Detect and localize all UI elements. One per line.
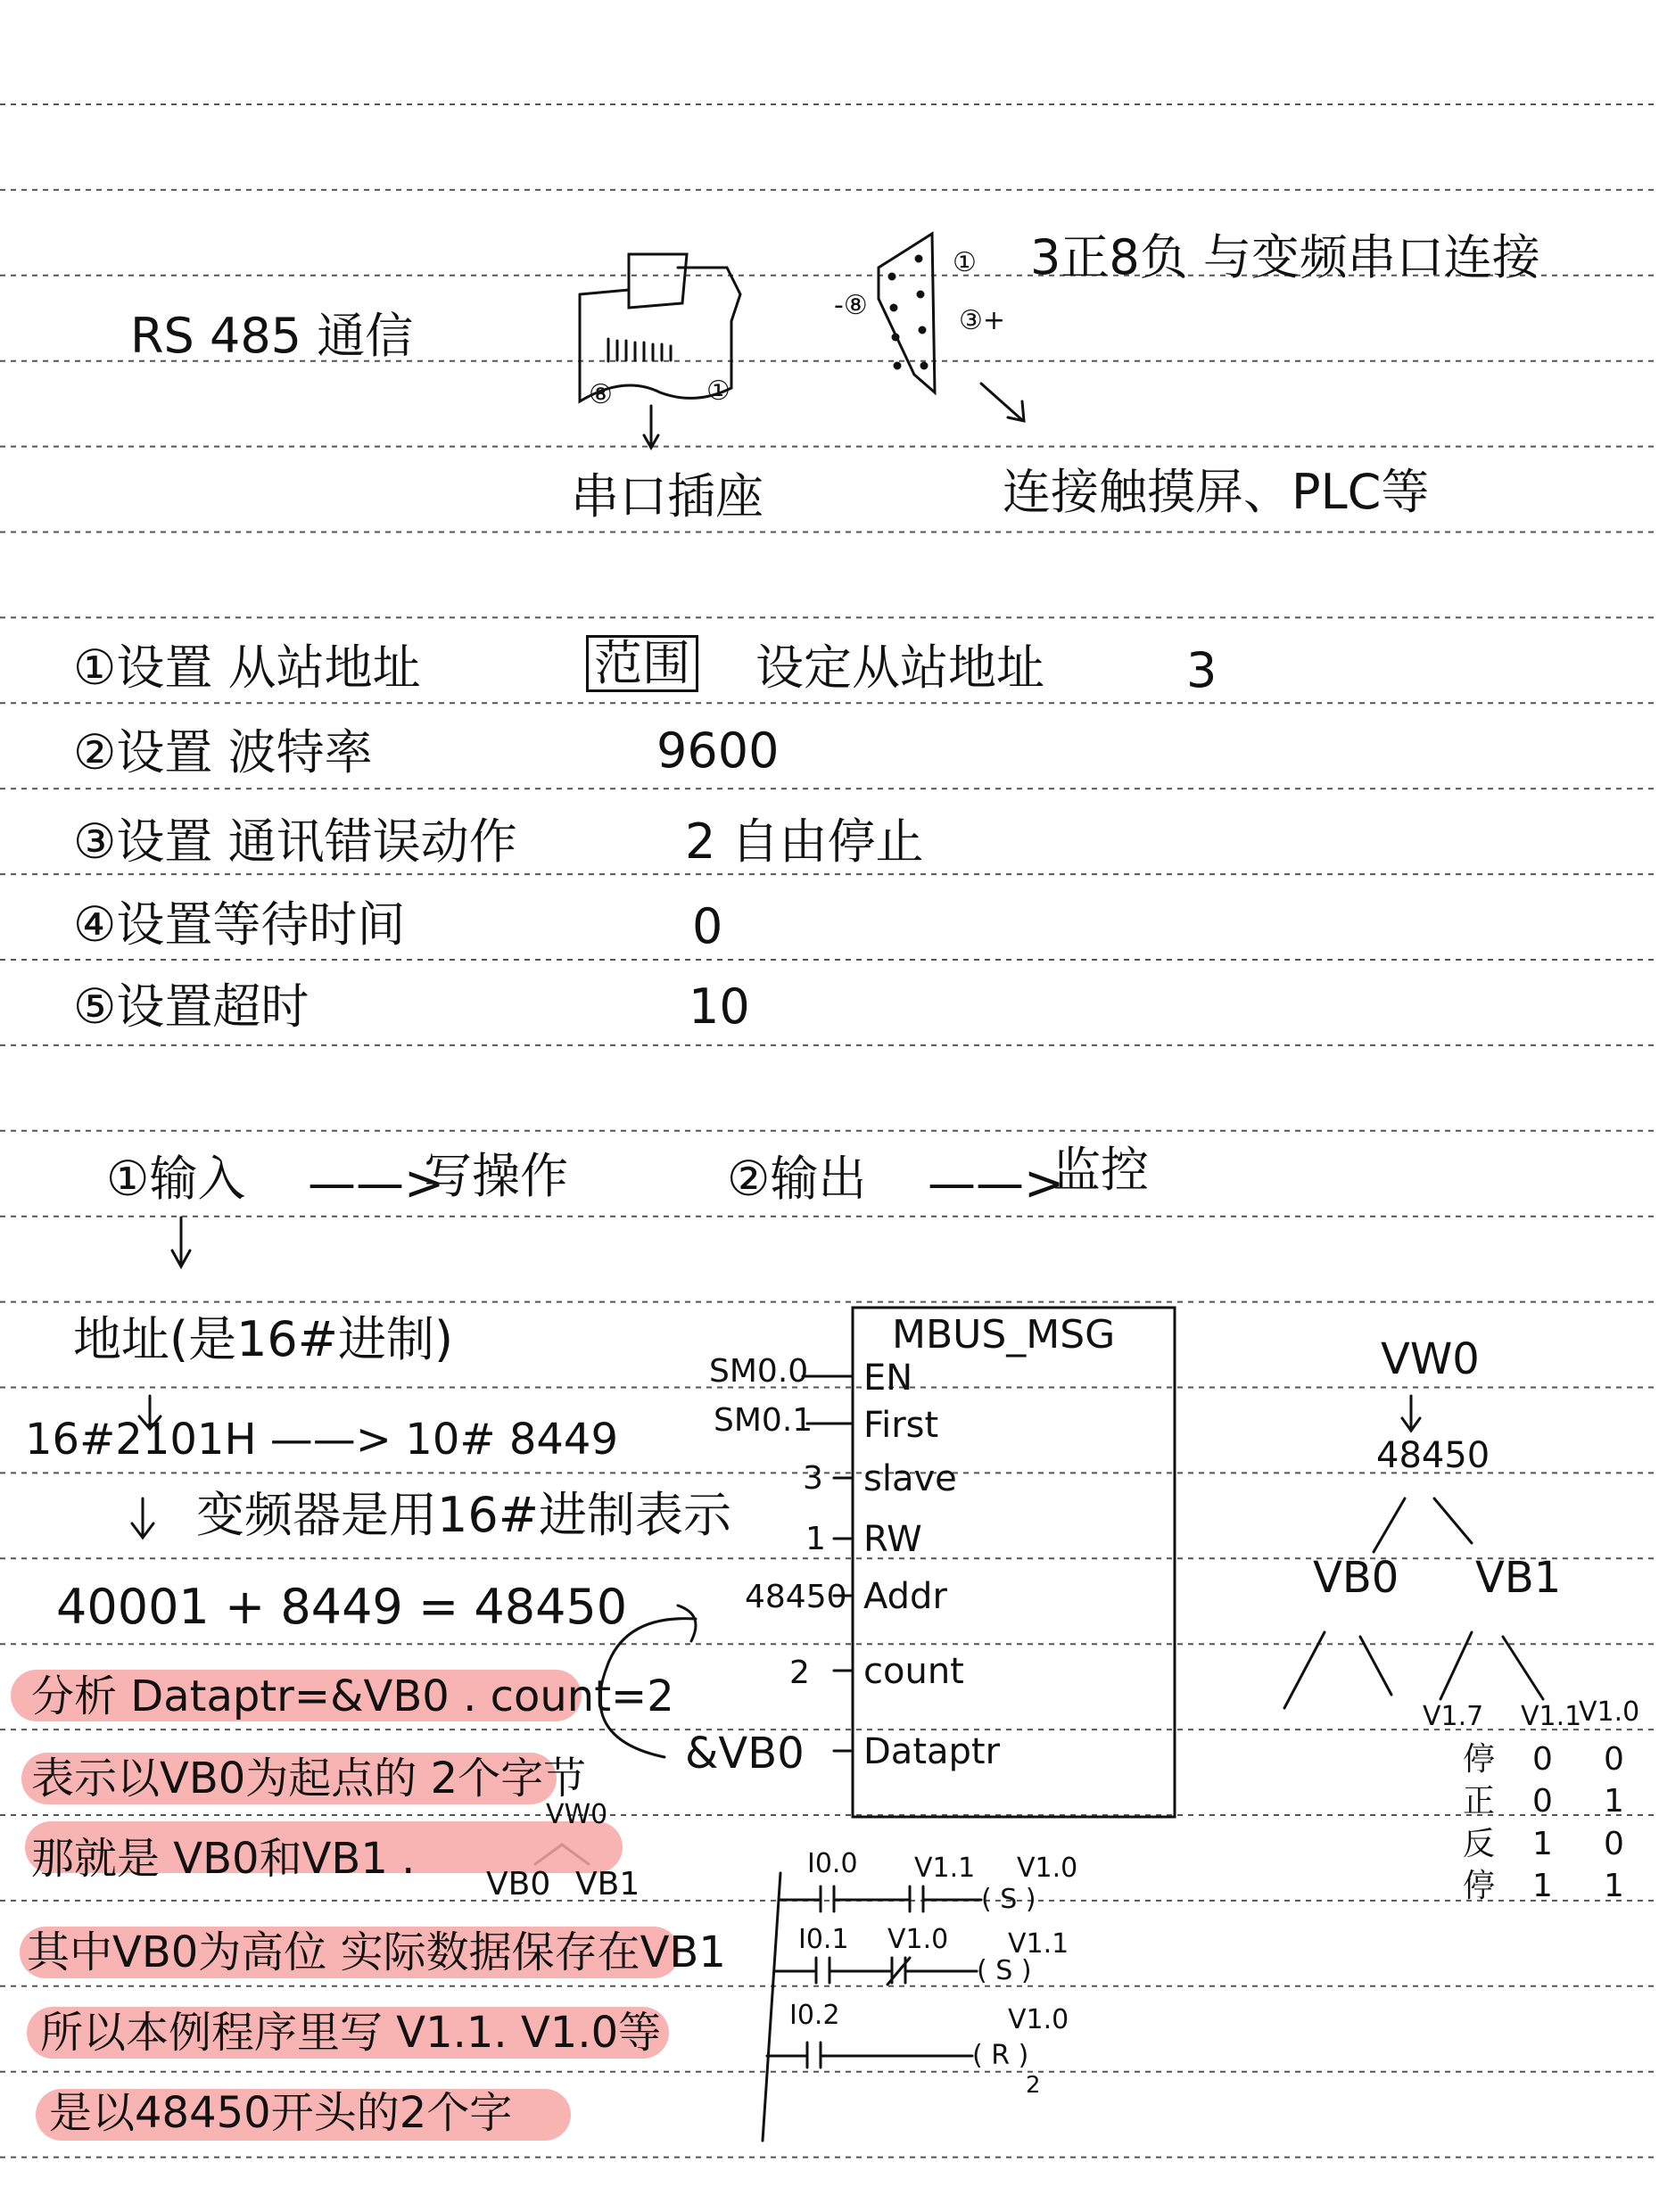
db9-note: 3正8负 与变频串口连接 <box>1030 229 1540 285</box>
mbus-pin-addr: Addr <box>863 1576 947 1617</box>
analysis-line-6: 是以48450开头的2个字 <box>49 2088 513 2138</box>
db9-pin-3: ③+ <box>959 305 1006 336</box>
mini-tree-left: VB0 <box>486 1866 551 1902</box>
mbus-input-addr: 48450 <box>745 1579 847 1615</box>
db9-pin-8: -⑧ <box>834 290 868 321</box>
io-output-target: 监控 <box>1052 1142 1149 1198</box>
mini-tree-root: VW0 <box>546 1799 608 1830</box>
ladder-r1-coil: V1.0 <box>1017 1853 1078 1884</box>
ladder-r2-coil: V1.1 <box>1008 1928 1069 1960</box>
tree-byte-vb1: VB1 <box>1475 1553 1562 1603</box>
ladder-r1-contact2: V1.1 <box>914 1853 976 1884</box>
setting-5-value: 10 <box>689 978 750 1035</box>
address-conversion: 16#2101H ——> 10# 8449 <box>25 1415 618 1465</box>
tree-bit-v10: V1.0 <box>1579 1696 1640 1728</box>
truth-table-v10: 1 <box>1604 1868 1624 1904</box>
mbus-block-title: MBUS_MSG <box>892 1312 1116 1358</box>
down-arrow-input <box>172 1217 190 1267</box>
ladder-r2-contact: I0.1 <box>798 1924 849 1955</box>
address-sum: 40001 + 8449 = 48450 <box>56 1579 628 1635</box>
tree-bit-v17: V1.7 <box>1423 1701 1484 1732</box>
setting-5-label: ⑤设置超时 <box>73 978 310 1035</box>
socket-pin-8: ⑧ <box>589 379 613 410</box>
io-input: ①输入 <box>106 1151 246 1207</box>
address-heading: 地址(是16#进制) <box>73 1311 454 1367</box>
analysis-line-5: 所以本例程序里写 V1.1. V1.0等 <box>40 2008 662 2058</box>
ladder-r1-contact: I0.0 <box>807 1848 858 1879</box>
mbus-pin-slave: slave <box>863 1458 957 1499</box>
ladder-r3-coil: V1.0 <box>1008 2004 1069 2035</box>
tree-byte-vb0: VB0 <box>1313 1553 1399 1603</box>
io-input-target: 写操作 <box>424 1148 568 1204</box>
socket-pin-1: ① <box>706 376 730 407</box>
truth-table-v10: 0 <box>1604 1741 1624 1778</box>
analysis-line-2: 表示以VB0为起点的 2个字节 <box>31 1754 587 1803</box>
ladder-r2-contact2: V1.0 <box>887 1924 949 1955</box>
address-note: 变频器是用16#进制表示 <box>196 1487 731 1543</box>
setting-4-label: ④设置等待时间 <box>73 896 406 953</box>
setting-2-label: ②设置 波特率 <box>73 724 373 780</box>
truth-table-v10: 1 <box>1604 1783 1624 1820</box>
ladder-r1-coil-type: ( S ) <box>981 1884 1036 1915</box>
mbus-input-en: SM0.0 <box>709 1353 809 1390</box>
connect-label: 连接触摸屏、PLC等 <box>1003 464 1430 520</box>
serial-socket-drawing <box>580 254 740 448</box>
setting-1-value: 设定从站地址 <box>755 640 1044 696</box>
mbus-input-rw: 1 <box>805 1521 826 1557</box>
pointer-label: &VB0 <box>685 1729 805 1779</box>
socket-label: 串口插座 <box>571 468 763 524</box>
mbus-input-slave: 3 <box>803 1460 823 1497</box>
tree-root: VW0 <box>1381 1334 1480 1384</box>
truth-table-v11: 0 <box>1532 1741 1553 1778</box>
setting-4-value: 0 <box>692 898 723 954</box>
truth-table-v11: 1 <box>1532 1868 1553 1904</box>
truth-table-v10: 0 <box>1604 1826 1624 1862</box>
mbus-pin-first: First <box>863 1405 939 1446</box>
mbus-input-count: 2 <box>789 1655 810 1691</box>
mbus-input-first: SM0.1 <box>714 1402 813 1439</box>
truth-table-v11: 1 <box>1532 1826 1553 1862</box>
rs485-title: RS 485 通信 <box>130 308 414 364</box>
mbus-pin-rw: RW <box>863 1519 922 1560</box>
setting-3-value: 2 自由停止 <box>685 813 924 870</box>
truth-table-state: 正 <box>1463 1783 1496 1820</box>
truth-table-v11: 0 <box>1532 1783 1553 1820</box>
analysis-line-3: 那就是 VB0和VB1 . <box>31 1834 416 1884</box>
tree-value: 48450 <box>1376 1435 1490 1476</box>
io-output: ②输出 <box>727 1151 867 1207</box>
mbus-pin-en: EN <box>863 1358 913 1399</box>
ladder-r3-coil-count: 2 <box>1026 2072 1041 2099</box>
io-output-arrow: ——> <box>928 1155 1065 1211</box>
tree-bit-v11: V1.1 <box>1521 1701 1582 1732</box>
truth-table-state: 反 <box>1463 1826 1496 1862</box>
setting-3-label: ③设置 通讯错误动作 <box>73 813 517 870</box>
setting-1-tag: 范围 <box>586 635 698 692</box>
down-arrow-note <box>132 1498 153 1538</box>
io-input-arrow: ——> <box>308 1155 445 1211</box>
truth-table-state: 停 <box>1463 1868 1496 1904</box>
ladder-r3-coil-type: ( R ) <box>972 2040 1029 2071</box>
setting-1-label: ①设置 从站地址 <box>73 640 421 696</box>
mbus-pin-dataptr: Dataptr <box>863 1731 1001 1772</box>
db9-pin-1: ① <box>953 247 977 278</box>
mini-tree-right: VB1 <box>575 1866 640 1902</box>
analysis-line-1: 分析 Dataptr=&VB0 . count=2 <box>31 1671 674 1721</box>
setting-2-value: 9600 <box>656 722 780 779</box>
analysis-line-4: 其中VB0为高位 实际数据保存在VB1 <box>27 1927 726 1977</box>
ladder-r3-contact: I0.2 <box>789 2000 840 2031</box>
ladder-r2-coil-type: ( S ) <box>977 1955 1032 1986</box>
mbus-pin-count: count <box>863 1651 964 1692</box>
truth-table-state: 停 <box>1463 1741 1496 1778</box>
setting-1-extra: 3 <box>1186 642 1217 698</box>
